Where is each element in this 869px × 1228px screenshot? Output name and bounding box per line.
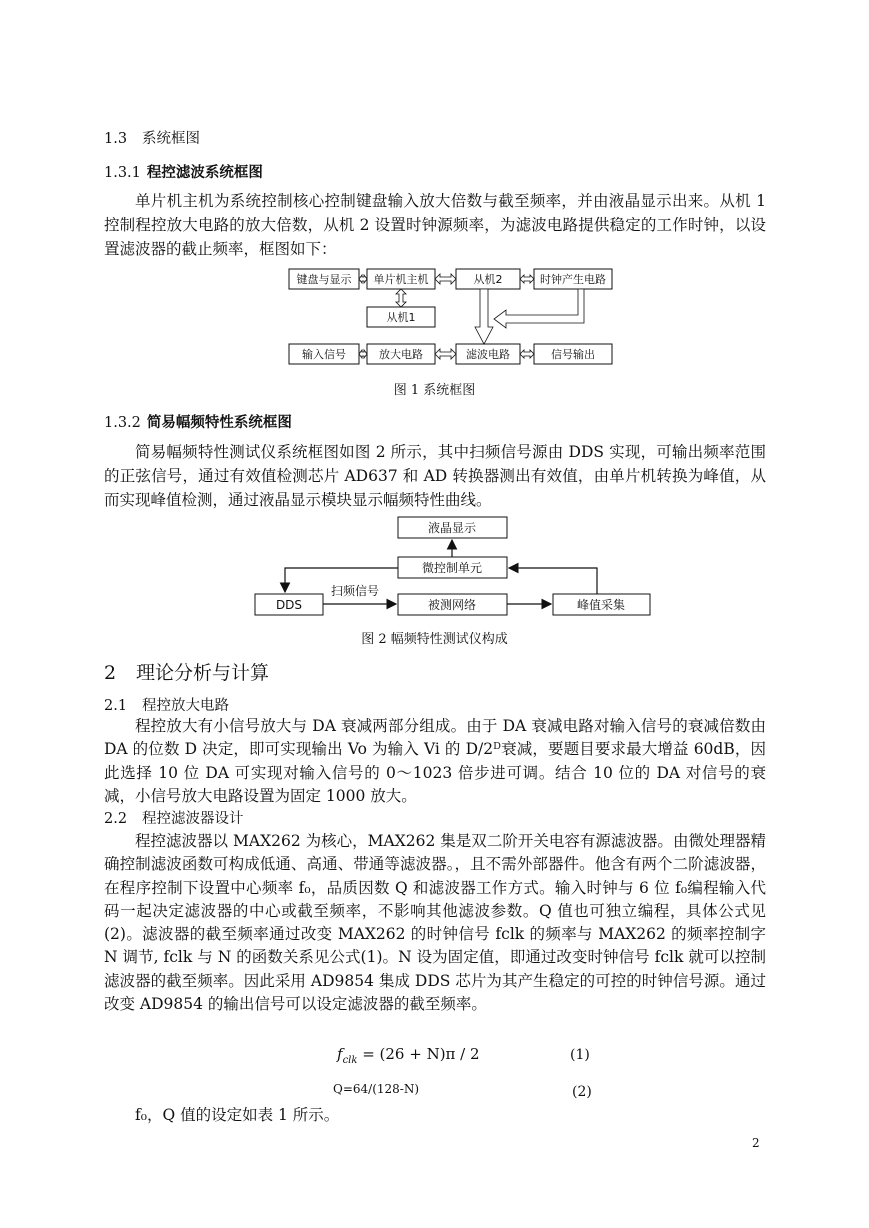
section-heading-1-3-2 bbox=[104, 411, 292, 432]
section-title: 简易幅频特性系统框图 bbox=[146, 415, 292, 431]
paragraph-amplitude-system: 简易幅频特性测试仪系统框图如图 2 所示，其中扫频信号源由 DDS 实现，可输出频率范围的正弦信号，通过有效值检测芯片 AD637 和 AD 转换器测出有效值，由单片机转换为峰值，从而实现峰值检测，通过液晶显示模块显示幅频特性曲线。 bbox=[104, 443, 766, 509]
paragraph-system-intro: 单片机主机为系统控制核心控制键盘输入放大倍数与截至频率，并由液晶显示出来。从机 1 控制程控放大电路的放大倍数，从机 2 设置时钟源频率，为滤波电路提供稳定的工作时钟，以设置滤波器的截止频率，框图如下： bbox=[104, 192, 766, 258]
section-heading-2 bbox=[104, 658, 269, 685]
label-keyboard: 键盘与显示 bbox=[296, 273, 352, 286]
label-lcd: 液晶显示 bbox=[427, 521, 477, 535]
label-mcu: 微控制单元 bbox=[421, 561, 483, 575]
section-title: 程控滤波器设计 bbox=[142, 811, 244, 827]
section-heading-1-3-1 bbox=[104, 161, 263, 182]
label-dds: DDS bbox=[275, 598, 303, 612]
hollow-arrow-clock-filter bbox=[494, 289, 584, 328]
section-number: 2 bbox=[104, 662, 117, 684]
label-slave2: 从机2 bbox=[473, 273, 503, 286]
double-arrow-master-slave1 bbox=[396, 289, 406, 307]
label-network: 被测网络 bbox=[427, 598, 477, 612]
label-sweep-signal: 扫频信号 bbox=[330, 584, 380, 598]
eq1-sub: clk bbox=[342, 1055, 358, 1066]
section-title: 理论分析与计算 bbox=[136, 662, 270, 684]
double-arrow-input-amp bbox=[359, 350, 367, 358]
double-arrow-amp-filter bbox=[435, 349, 456, 359]
paragraph-programmable-amp: 程控放大有小信号放大与 DA 衰减两部分组成。由于 DA 衰减电路对输入信号的衰减倍数由 DA 的位数 D 决定，即可实现输出 Vo 为输入 Vi 的 D/2ᴰ衰减，要题目要求最大增益 60dB，因此选择 10 位 DA 可实现对输入信号的 0～1023 倍步进可调。结合 10 位的 DA 对信号的衰减，小信号放大电路设置为固定 1000 放大。 bbox=[104, 717, 766, 805]
paragraph-programmable-filter: 程控滤波器以 MAX262 为核心，MAX262 集是双二阶开关电容有源滤波器。由微处理器精确控制滤波函数可构成低通、高通、带通等滤波器。，且不需外部器件。他含有两个二阶滤波器，在程序控制下设置中心频率 f₀，品质因数 Q 和滤波器工作方式。输入时钟与 6 位 f₀编程输入代码一起决定滤波器的中心或截至频率，不影响其他滤波参数。Q 值也可独立编程，具体公式见(2)。滤波器的截至频率通过改变 MAX262 的时钟信号 fclk 的频率与 MAX262 的频率控制字 N 调节, fclk 与 N 的函数关系见公式(1)。N 设为固定值，即通过改变时钟信号 fclk 就可以控制滤波器的截至频率。因此采用 AD9854 集成 DDS 芯片为其产生稳定的可控的时钟信号源。通过改变 AD9854 的输出信号可以设定滤波器的截至频率。 bbox=[104, 832, 766, 1014]
hollow-arrow-slave2-filter bbox=[475, 289, 493, 344]
double-arrow-master-slave2 bbox=[435, 274, 456, 284]
eq1-f: f bbox=[337, 1045, 343, 1063]
section-number: 2.1 bbox=[104, 698, 128, 714]
section-title: 系统框图 bbox=[142, 131, 200, 147]
equation-2-number: (2) bbox=[572, 1084, 592, 1100]
label-clock: 时钟产生电路 bbox=[540, 273, 606, 286]
equation-2: Q=64/(128-N) bbox=[333, 1082, 420, 1096]
section-heading-1-3 bbox=[104, 127, 200, 148]
arrow-peak-mcu bbox=[509, 568, 597, 594]
section-number: 1.3 bbox=[104, 131, 128, 147]
equation-1 bbox=[337, 1045, 480, 1066]
section-number: 2.2 bbox=[104, 811, 128, 827]
double-arrow-filter-output bbox=[520, 350, 534, 358]
label-filter: 滤波电路 bbox=[466, 348, 510, 361]
section-title: 程控放大电路 bbox=[142, 698, 229, 714]
eq1-rhs: = (26 + N)π / 2 bbox=[357, 1045, 480, 1063]
double-arrow-keyboard-master bbox=[359, 275, 367, 283]
section-number: 1.3.2 bbox=[104, 415, 141, 431]
page-number: 2 bbox=[752, 1136, 760, 1150]
label-input: 输入信号 bbox=[302, 348, 346, 361]
label-peak: 峰值采集 bbox=[576, 598, 626, 612]
figure-2-diagram bbox=[245, 514, 665, 620]
equation-1-number: (1) bbox=[570, 1047, 590, 1063]
label-master: 单片机主机 bbox=[373, 273, 429, 286]
figure-1-diagram bbox=[280, 265, 620, 372]
section-title: 程控滤波系统框图 bbox=[146, 165, 263, 181]
section-heading-2-2 bbox=[104, 807, 244, 828]
section-number: 1.3.1 bbox=[104, 165, 141, 181]
figure-1-caption: 图 1 系统框图 bbox=[393, 383, 476, 398]
paragraph-table-reference: f₀，Q 值的设定如表 1 所示。 bbox=[135, 1106, 340, 1124]
label-amp: 放大电路 bbox=[379, 348, 423, 361]
double-arrow-slave2-clock bbox=[520, 275, 534, 283]
figure-2-caption: 图 2 幅频特性测试仪构成 bbox=[361, 632, 508, 647]
label-output: 信号输出 bbox=[551, 348, 595, 361]
section-heading-2-1 bbox=[104, 694, 229, 715]
label-slave1: 从机1 bbox=[386, 311, 416, 324]
